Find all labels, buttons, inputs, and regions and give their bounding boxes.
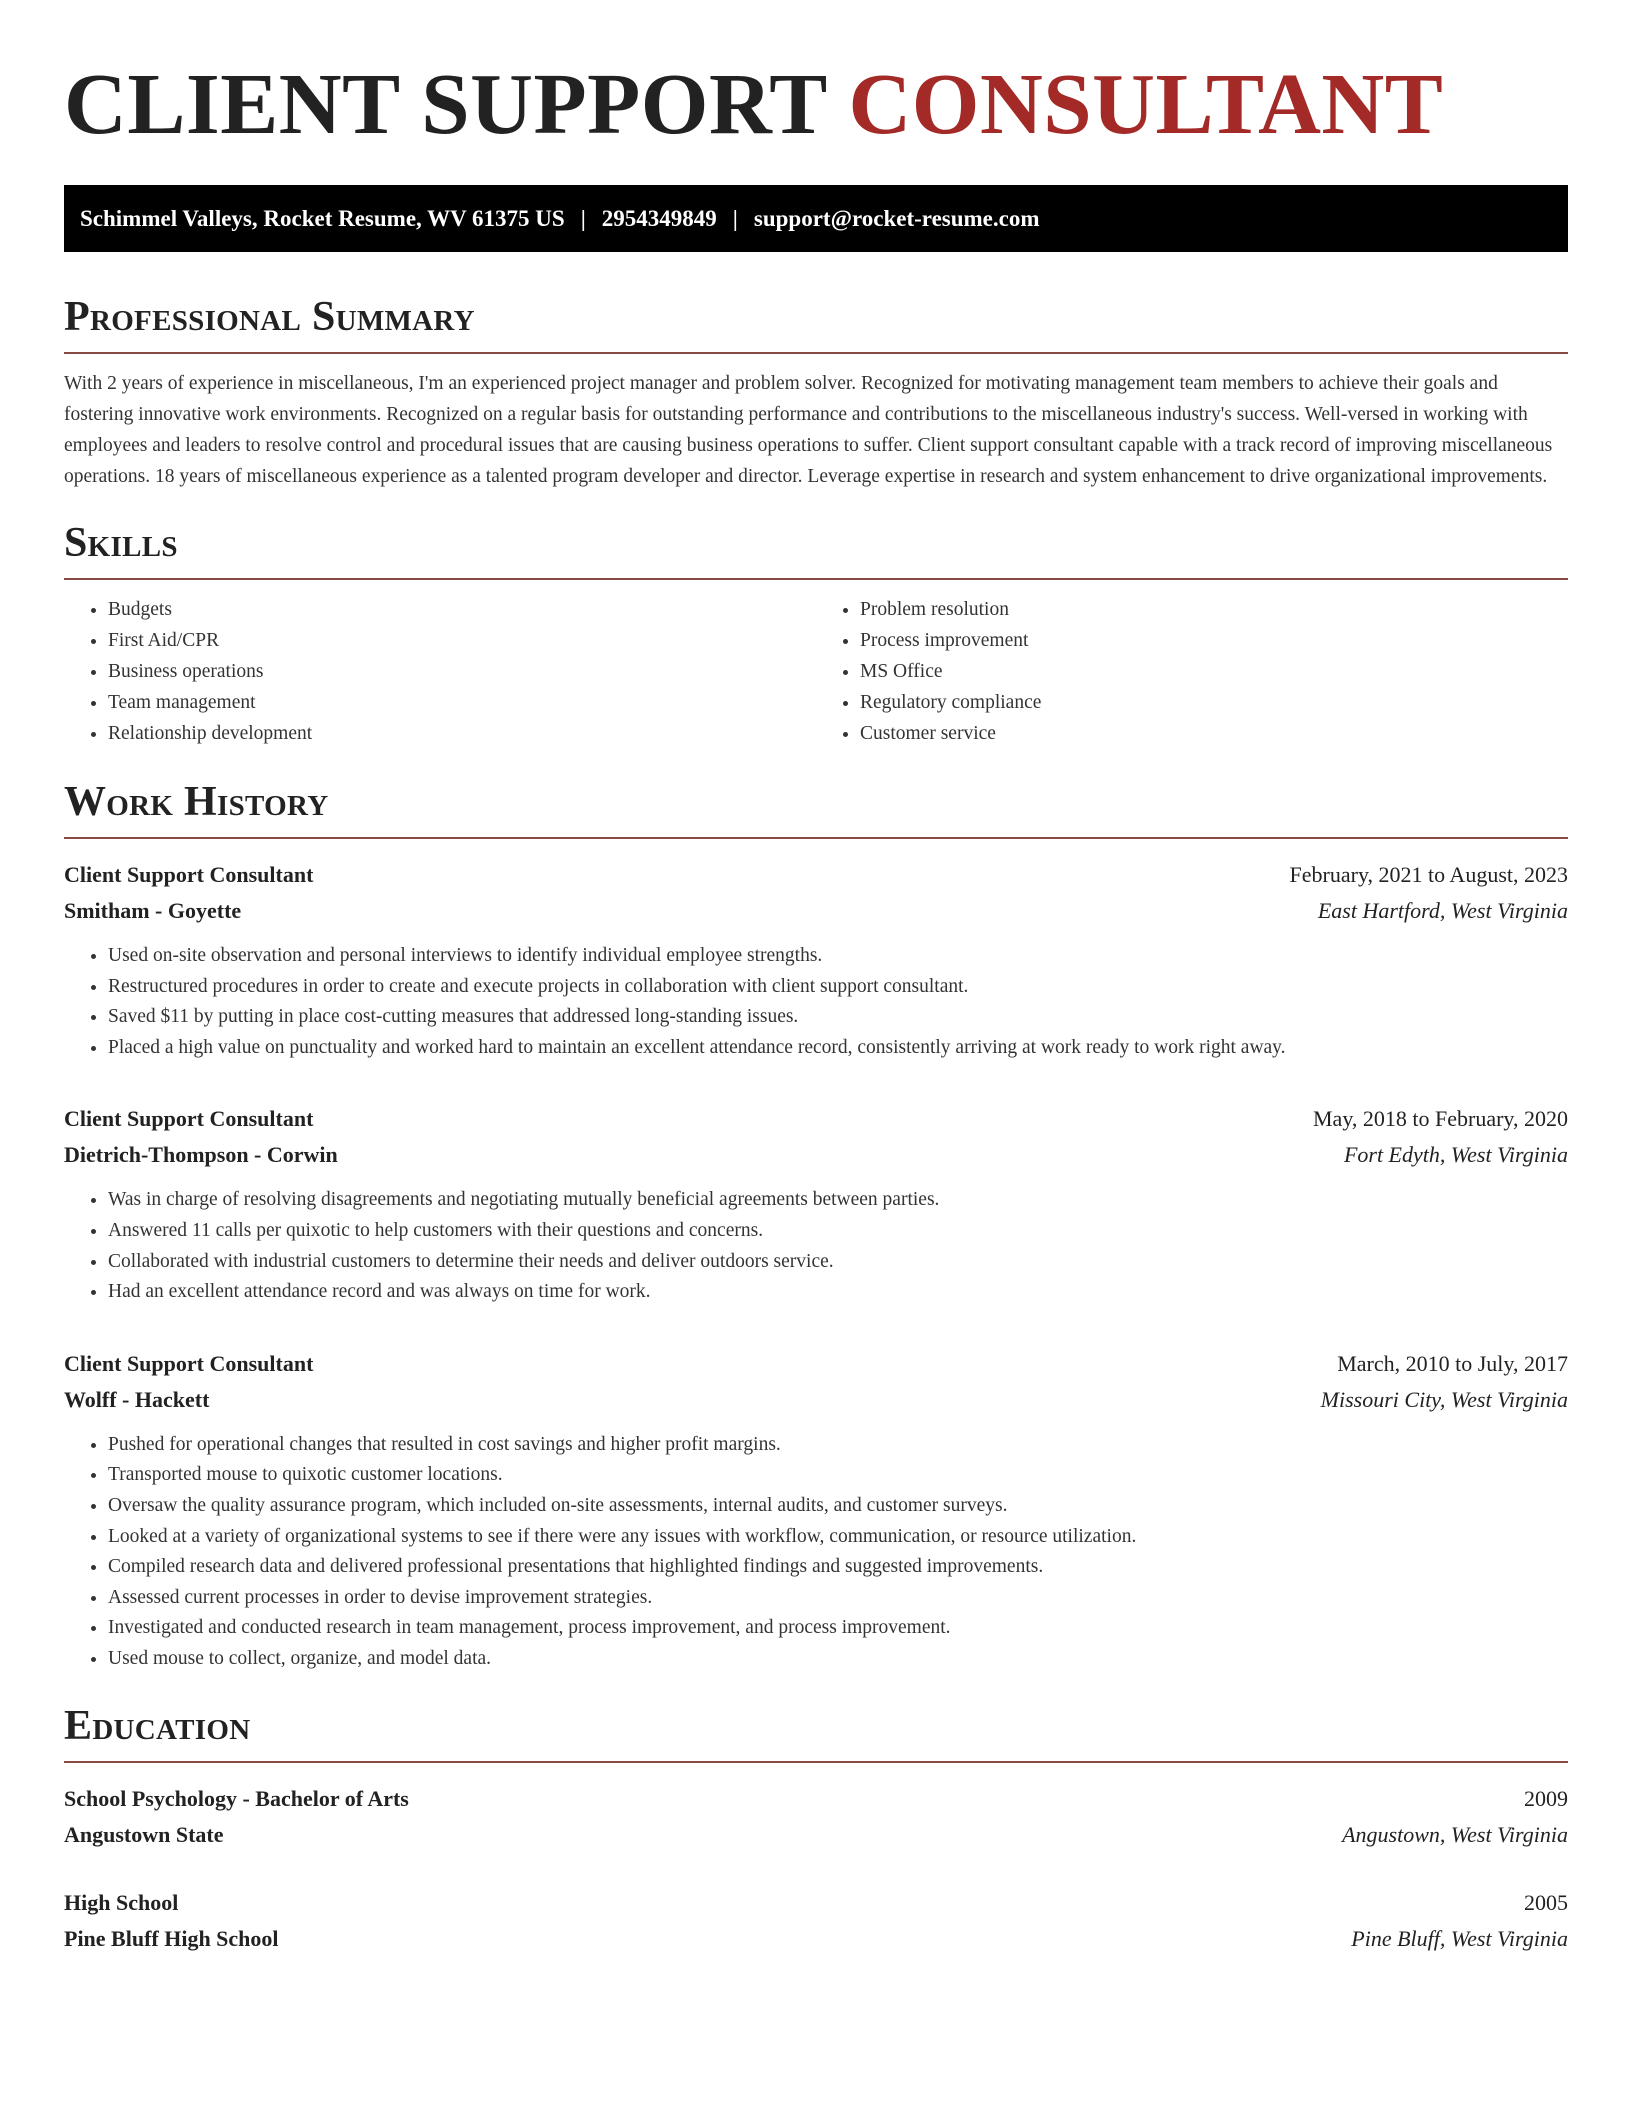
skill-item: • Business operations (108, 656, 816, 687)
job-bullet: • Used mouse to collect, organize, and model data. (108, 1644, 1568, 1675)
education-header-row (64, 1885, 1568, 1921)
job-title: Client Support Consultant (64, 1350, 314, 1376)
contact-address: Schimmel Valleys, Rocket Resume, WV 61375 US (80, 205, 565, 231)
summary-text: With 2 years of experience in miscellaneous, I'm an experienced project manager and problem solver. Recognized for motivating management team members to achieve their goals and fostering innovative work environments. Recognized on a regular basis for outstanding performance and contributions to the miscellaneous industry's success. Well-versed in working with employees and leaders to resolve control and procedural issues that are causing business operations to suffer. Client support consultant capable with a track record of improving miscellaneous operations. 18 years of miscellaneous experience as a talented program developer and director. Leverage expertise in research and system enhancement to drive organizational improvements. (64, 373, 1553, 487)
job-dates: February, 2021 to August, 2023 (1289, 862, 1568, 887)
job-header-row (64, 857, 1568, 893)
job-bullet: • Compiled research data and delivered professional presentations that highlighted findings and suggested improvements. (108, 1552, 1568, 1583)
education-school: Angustown State (64, 1821, 224, 1847)
contact-phone: 2954349849 (601, 205, 717, 231)
skills-column-right (816, 594, 1568, 749)
education-degree: School Psychology - Bachelor of Arts (64, 1785, 409, 1811)
job-company-row (64, 1137, 1568, 1173)
job-bullets (64, 1430, 1568, 1675)
job-title: Client Support Consultant (64, 1106, 314, 1132)
skill-item: • Team management (108, 687, 816, 718)
job-bullet: • Answered 11 calls per quixotic to help customers with their questions and concerns. (108, 1216, 1568, 1247)
skill-item: • Problem resolution (860, 594, 1568, 625)
skill-item: • Relationship development (108, 718, 816, 749)
job-bullet: • Used on-site observation and personal interviews to identify individual employee strengths. (108, 941, 1568, 972)
job-bullet: • Had an excellent attendance record and was always on time for work. (108, 1277, 1568, 1308)
skill-item: • Budgets (108, 594, 816, 625)
job-bullet: • Investigated and conducted research in team management, process improvement, and process improvement. (108, 1613, 1568, 1644)
job-dates: March, 2010 to July, 2017 (1337, 1350, 1568, 1376)
skill-item: • Process improvement (860, 625, 1568, 656)
education-entry (64, 1885, 1568, 1957)
job-company-row (64, 1382, 1568, 1418)
education-location: Angustown, West Virginia (1342, 1821, 1568, 1847)
job-entry (64, 1346, 1568, 1675)
contact-separator: | (732, 205, 738, 231)
skills-list (64, 594, 1568, 749)
education-school-row (64, 1817, 1568, 1853)
contact-separator: | (580, 205, 586, 231)
job-bullet: • Looked at a variety of organizational systems to see if there were any issues with workflow, communication, or resource utilization. (108, 1522, 1568, 1553)
contact-email: support@rocket-resume.com (753, 205, 1040, 231)
job-entry (64, 857, 1568, 1063)
job-entry (64, 1101, 1568, 1307)
education-degree: High School (64, 1889, 179, 1915)
work-heading: Work History (64, 781, 1568, 839)
job-bullet: • Transported mouse to quixotic customer locations. (108, 1460, 1568, 1491)
job-bullet: • Oversaw the quality assurance program, which included on-site assessments, internal audits, and customer surveys. (108, 1491, 1568, 1522)
job-bullet: • Assessed current processes in order to devise improvement strategies. (108, 1583, 1568, 1614)
job-title: Client Support Consultant (64, 862, 314, 887)
skill-item: • MS Office (860, 656, 1568, 687)
resume-title (64, 55, 1568, 152)
education-school: Pine Bluff High School (64, 1925, 279, 1951)
education-entry (64, 1781, 1568, 1853)
job-dates: May, 2018 to February, 2020 (1313, 1106, 1568, 1132)
education-year: 2009 (1524, 1785, 1568, 1811)
skill-item: • First Aid/CPR (108, 625, 816, 656)
skill-item: • Regulatory compliance (860, 687, 1568, 718)
job-location: East Hartford, West Virginia (1317, 898, 1568, 923)
job-bullet: • Placed a high value on punctuality and worked hard to maintain an excellent attendance record, consistently arriving at work ready to work right away. (108, 1033, 1568, 1064)
summary-heading: Professional Summary (64, 296, 1568, 354)
education-school-row (64, 1921, 1568, 1957)
job-bullets (64, 941, 1568, 1063)
education-year: 2005 (1524, 1889, 1568, 1915)
education-location: Pine Bluff, West Virginia (1351, 1925, 1568, 1951)
job-location: Missouri City, West Virginia (1320, 1386, 1568, 1412)
skills-heading: Skills (64, 522, 1568, 580)
job-company: Dietrich-Thompson - Corwin (64, 1142, 338, 1168)
skill-item: • Customer service (860, 718, 1568, 749)
job-bullet: • Collaborated with industrial customers to determine their needs and deliver outdoors service. (108, 1247, 1568, 1278)
job-header-row (64, 1101, 1568, 1137)
job-header-row (64, 1346, 1568, 1382)
job-company-row (64, 893, 1568, 929)
skills-column-left (64, 594, 816, 749)
title-accent: CONSULTANT (848, 55, 1444, 152)
job-location: Fort Edyth, West Virginia (1343, 1142, 1568, 1168)
job-bullet: • Pushed for operational changes that resulted in cost savings and higher profit margins. (108, 1430, 1568, 1461)
education-header-row (64, 1781, 1568, 1817)
title-main: CLIENT SUPPORT (64, 55, 827, 152)
job-bullet: • Was in charge of resolving disagreements and negotiating mutually beneficial agreements between parties. (108, 1185, 1568, 1216)
job-bullet: • Saved $11 by putting in place cost-cutting measures that addressed long-standing issues. (108, 1002, 1568, 1033)
contact-bar (64, 185, 1568, 252)
job-bullets (64, 1185, 1568, 1307)
job-company: Smitham - Goyette (64, 898, 242, 923)
job-company: Wolff - Hackett (64, 1386, 210, 1412)
job-bullet: • Restructured procedures in order to create and execute projects in collaboration with client support consultant. (108, 972, 1568, 1003)
education-heading: Education (64, 1705, 1568, 1763)
